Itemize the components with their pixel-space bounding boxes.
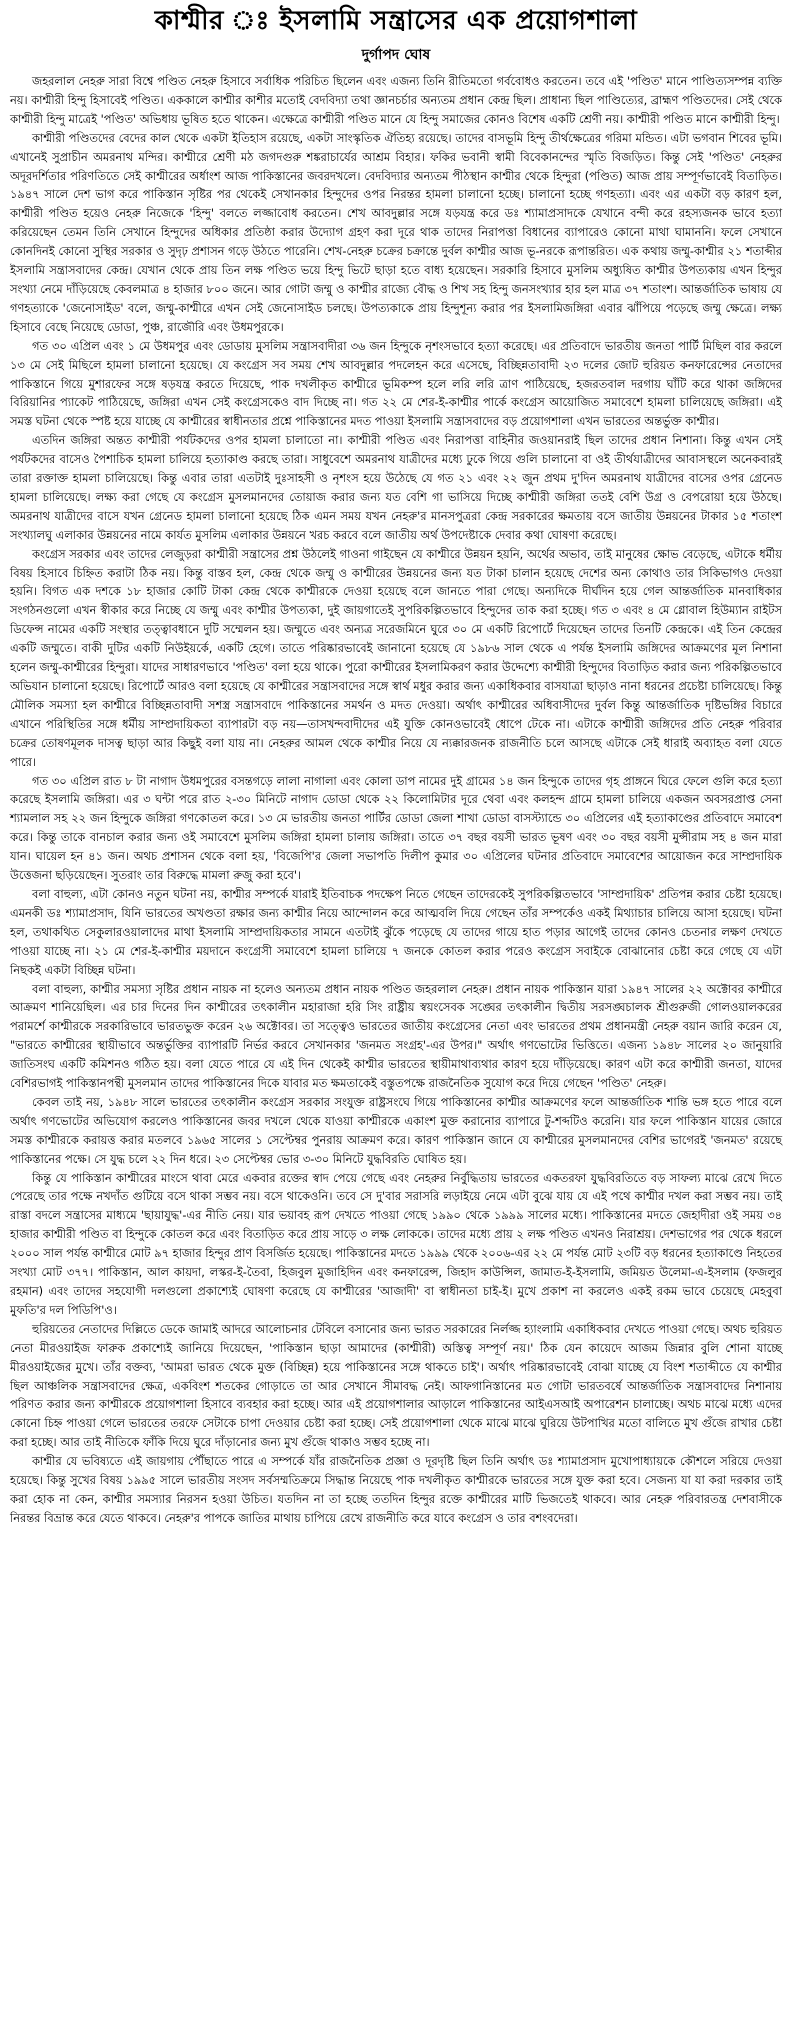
article-paragraph: কাশ্মীরী পণ্ডিতদের বেদের কাল থেকে একটা ইতিহাস রয়েছে, একটা সাংস্কৃতিক ঐতিহ্য রয়েছে। তাদের বাসভূমি হিন্দু তীর্থক্ষেত্রের গরিমা মন্ডিত। এটা ভগবান শিবের ভূমি। এখানেই সুপ্রাচীন অমরনাথ মন্দির। কাশ্মীরে শ্রেণী মঠ জগদগুরু শঙ্করাচার্যের আশ্রম বিহার। ফকির ভবানী স্বামী বিবেকানন্দের স্মৃতি বিজড়িত। কিন্তু সেই 'পণ্ডিত' নেহরুর অদূরদর্শিতার পরিণতিতে সেই কাশ্মীরের অর্ধাংশ আজ পাকিস্তানের জবরদখলে। বেদবিদ্যার অন্যতম পীঠস্থান কাশ্মীর থেকে হিন্দুরা (পণ্ডিত) আজ প্রায় সম্পূর্ণভাবেই বিতাড়িত। ১৯৪৭ সালে দেশ ভাগ করে পাকিস্তান সৃষ্টির পর থেকেই সেখানকার হিন্দুদের ওপর নিরন্তর হামলা চালানো হচ্ছে। চালানো হচ্ছে গণহত্যা। এবং এর একটা বড় কারণ হল, কাশ্মীরী পণ্ডিত হয়েও নেহরু নিজেকে 'হিন্দু' বলতে লজ্জাবোধ করতেন। শেখ আবদুল্লার সঙ্গে যড়যন্ত্র করে ডঃ শ্যামাপ্রসাদকে যেখানে বন্দী করে রহস্যজনক ভাবে হত্যা করিয়েছেন তেমন তিনি সেখানে হিন্দুদের অধিকার প্রতিষ্ঠা করার উদ্যোগ গ্রহণ করা দূরে থাক তাদের নিরাপত্তা বিধানের ব্যাপারেও কোনো মাথা ঘামাননি। ফলে সেখানে কোনদিনই কোনো সুস্থির সরকার ও সুদৃঢ় প্রশাসন গড়ে উঠতে পারেনি। শেখ-নেহরু চক্রের চক্রান্তে দুর্বল কাশ্মীর আজ ভূ-নরকে রূপান্তরিত। এক কথায় জম্মু-কাশ্মীর ২১ শতাব্দীর ইসলামি সন্ত্রাসবাদের কেন্দ্র। যেখান থেকে প্রায় তিন লক্ষ পণ্ডিত ভয়ে হিন্দু ভিটে ছাড়া হতে বাধ্য হয়েছেন। সরকারি হিসাবে মুসলিম অধ্যুষিত কাশ্মীর উপত্যকায় এখন হিন্দুর সংখ্যা নেমে দাঁড়িয়েছে কেবলমাত্র ৪ হাজার ৮০০ জনে। আর গোটা জম্মু ও কাশ্মীর রাজ্যে বৌদ্ধ ও শিখ সহ হিন্দু জনসংখ্যার হার হল মাত্র ৩৭ শতাংশ। আন্তর্জাতিক ভাষায় যে গণহত্যাকে 'জেনোসাইড' বলে, জম্মু-কাশ্মীরে এখন সেই জেনোসাইড চলছে। উপত্যকাকে প্রায় হিন্দুশূন্য করার পর ইসলামিজঙ্গিরা এবার ঝাঁপিয়ে পড়েছে জম্মু ক্ষেত্রে। লক্ষ্য হিসাবে বেছে নিয়েছে ডোডা, পুঞ্চ, রাজৌরি এবং উধমপুরকে। — [10, 130, 782, 334]
article-paragraph: কিন্তু যে পাকিস্তান কাশ্মীরের মাংসে থাবা মেরে একবার রক্তের স্বাদ পেয়ে গেছে এবং নেহরুর নির্বুদ্ধিতায় ভারতের একতরফা যুদ্ধবিরতিতে বড় সাফল্য মাঝে রেখে দিতে পেরেছে তার পক্ষে নখদাঁত গুটিয়ে বসে থাকা সম্ভব নয়। বসে থাকেওনি। তবে সে দু'বার সরাসরি লড়াইয়ে নেমে এটা বুঝে যায় যে এই পথে কাশ্মীর দখল করা সম্ভব নয়। তাই রাস্তা বদলে সন্ত্রাসের মাধ্যমে 'ছায়াযুদ্ধ'-এর নীতি নেয়। যার ভয়াবহ রূপ দেখতে পাওয়া গেছে ১৯৯০ থেকে ১৯৯৯ সালের মধ্যে। পাকিস্তানের মদতে জেহাদীরা ওই সময় ৩৪ হাজার কাশ্মীরী পণ্ডিত বা হিন্দুকে কোতল করে এবং বিতাড়িত করে প্রায় সাড়ে ৩ লক্ষ লোককে। তাদের মধ্যে প্রায় ২ লক্ষ পণ্ডিত এখনও নিরাশ্রয়। দেশভাগের পর থেকে ধরলে ২০০০ সাল পর্যন্ত কাশ্মীরে মোট ৯৭ হাজার হিন্দুর প্রাণ বিসর্জিত হয়েছে। পাকিস্তানের মদতে ১৯৯৯ থেকে ২০০৬-এর ২২ মে পর্যন্ত মোট ২৩টি বড় ধরনের হত্যাকাণ্ডে নিহতের সংখ্যা মোট ৩৭৭। পাকিস্তান, আল কায়দা, লস্কর-ই-তৈবা, হিজবুল মুজাহিদিন এবং কনফারেন্স, জিহাদ কাউন্সিল, জামাত-ই-ইসলামি, জমিয়ত উলেমা-এ-ইসলাম (ফজলুর রহমান) এবং তাদের সহযোগী দলগুলো প্রকাশ্যেই ঘোষণা করেছে যে কাশ্মীরের 'আজাদী' বা স্বাধীনতা চাই-ই। মুখে প্রকাশ না করলেও একই রকম ভাবে চেয়েছে মেহবুবা মুফতি'র দল পিডিপি'ও। — [10, 1170, 782, 1317]
article-paragraph: হুরিয়তের নেতাদের দিল্লিতে ডেকে জামাই আদরে আলোচনার টেবিলে বসানোর জন্য ভারত সরকারের নির্লজ্জ হ্যাংলামি একাধিকবার দেখতে পাওয়া গেছে। অথচ হুরিয়ত নেতা মীরওয়াইজ ফারুক প্রকাশ্যেই জানিয়ে দিয়েছেন, 'পাকিস্তান ছাড়া আমাদের (কাশ্মীরী) অস্তিত্ব সম্পূর্ণ নয়।' ঠিক যেন কায়েদে আজম জিন্নার বুলি শোনা যাচ্ছে মীরওয়াইজের মুখে। তাঁর বক্তব্য, 'আমরা ভারত থেকে মুক্ত (বিচ্ছিন্ন) হয়ে পাকিস্তানের সঙ্গে থাকতে চাই'। অর্থাৎ পরিষ্কারভাবেই বোঝা যাচ্ছে যে বিংশ শতাব্দীতে যে কাশ্মীর ছিল আঞ্চলিক সন্ত্রাসবাদের ক্ষেত্র, একবিংশ শতকের গোড়াতে তা আর সেখানে সীমাবদ্ধ নেই। আফগানিস্তানের মত গোটা ভারতবর্ষে আন্তর্জাতিক সন্ত্রাসবাদের নিশানায় পরিণত করার জন্য কাশ্মীরকে প্রয়োগশালা হিসাবে ব্যবহার করা হচ্ছে। আর এই প্রয়োগশালার আড়ালে পাকিস্তানের আইএসআই অপারেশন চালাচ্ছে। অথচ মাঝে মধ্যে এদের কোনো চিহ্ন পাওয়া গেলে ভারতের তরফে সেটাকে চাপা দেওয়ার চেষ্টা করা হচ্ছে। সেই প্রয়োগশালা থেকে মাঝে মাঝে ঘুরিয়ে উটপাখির মতো বালিতে মুখ গুঁজে রাখার চেষ্টা করা হচ্ছে। আর তাই নীতিকে ফাঁকি দিয়ে ঘুরে দাঁড়ানোর জন্য মুখ গুঁজে থাকাও সম্ভব হচ্ছে না। — [10, 1321, 782, 1450]
article-paragraph: গত ৩০ এপ্রিল রাত ৮ টা নাগাদ উধমপুরের বসন্তগড়ে লালা নাগালা এবং কোলা ডাপ নামের দুই গ্রামের ১৪ জন হিন্দুকে তাদের গৃহ প্রাঙ্গনে ঘিরে ফেলে গুলি করে হত্যা করেছে ইসলামি জঙ্গিরা। এর ৩ ঘন্টা পরে রাত ২-৩০ মিনিটে নাগাদ ডোডা থেকে ২২ কিলোমিটার দূরে থেবা এবং কলহন্দ গ্রামে হামলা চালিয়ে একজন অবসরপ্রাপ্ত সেনা শ্যামলাল সহ ২২ জন হিন্দুকে জঙ্গিরা গণকোতল করে। ১৩ মে ভারতীয় জনতা পার্টির ডোডা জেলা শাখা ডোডা বাসস্ট্যান্ডে ৩০ এপ্রিলের এই হত্যাকাণ্ডের প্রতিবাদে সমাবেশ করে। কিন্তু তাকে বানচাল করার জন্য ওই সমাবেশে মুসলিম জঙ্গিরা হামলা চালায় জঙ্গিরা। তাতে ৩৭ বছর বয়সী ভারত ভূষণ এবং ৩০ বছর বয়সী মুন্সীরাম সহ ৪ জন মারা যান। ঘায়েল হন ৪১ জন। অথচ প্রশাসন থেকে বলা হয়, 'বিজেপি'র জেলা সভাপতি দিলীপ কুমার ৩০ এপ্রিলের ঘটনার প্রতিবাদে সমাবেশের আয়োজন করে সাম্প্রদায়িক উত্তেজনা ছড়িয়েছেন। সুতরাং তার বিরুদ্ধে মামলা রুজু করা হবে'। — [10, 773, 782, 883]
article-paragraph: এতদিন জঙ্গিরা অন্তত কাশ্মীরী পর্যটকদের ওপর হামলা চালাতো না। কাশ্মীরী পণ্ডিত এবং নিরাপত্তা বাহিনীর জওয়ানরাই ছিল তাদের প্রধান নিশানা। কিন্তু এখন সেই পর্যটকদের বাসেও পৈশাচিক হামলা চালিয়ে হত্যাকাণ্ড করছে তারা। সাধুবেশে অমরনাথ যাত্রীদের মধ্যে ঢুকে গিয়ে গুলি চালানো বা ওই তীর্থযাত্রীদের আবাসস্থলে অনেকবারই তারা রক্তাক্ত হামলা চালিয়েছে। কিন্তু এবার তারা এতটাই দুঃসাহসী ও নৃশংস হয়ে উঠেছে যে গত ২১ এবং ২২ জুন প্রথম দু'দিন অমরনাথ যাত্রীদের বাসের ওপর গ্রেনেড হামলা চালিয়েছে। লক্ষ্য করা গেছে যে কংগ্রেস মুসলমানদের তোয়াজ করার জন্য যত বেশি গা ভাসিয়ে দিচ্ছে কাশ্মীরী জঙ্গিরা ততই বেশি উগ্র ও বেপরোয়া হয়ে উঠছে। অমরনাথ যাত্রীদের বাসে যখন গ্রেনেড হামলা চালানো হয়েছে ঠিক এমন সময় যখন নেহরু'র মানসপুত্ররা কেন্দ্র সরকারের ক্ষমতায় বসে জাতীয় উন্নয়নের টাকার ১৫ শতাংশ সংখ্যালঘু এলাকার উন্নয়নের নামে কার্যত মুসলিম এলাকার উন্নয়নে খরচ করবে বলে জাতীয় অর্থ উপদেষ্টাকে দেবার কথা ঘোষণা করেছে। — [10, 433, 782, 542]
article-paragraph: কংগ্রেস সরকার এবং তাদের লেজুড়রা কাশ্মীরী সন্ত্রাসের প্রশ্ন উঠলেই গাওনা গাইছেন যে কাশ্মীরে উন্নয়ন হয়নি, অর্থের অভাব, তাই মানুষের ক্ষোভ বেড়েছে, এটাকে ধর্মীয় বিষয় হিসাবে চিহ্নিত করাটা ঠিক নয়। কিন্তু বাস্তব হল, কেন্দ্র থেকে জম্মু ও কাশ্মীরের উন্নয়নের জন্য যত টাকা চালান হয়েছে দেশের অন্য কোথাও তার সিকিভাগও দেওয়া হয়নি। বিগত এক দশকে ১৮ হাজার কোটি টাকা কেন্দ্র থেকে কাশ্মীরকে দেওয়া হয়েছে বলে জানতে পারা গেছে। অন্যদিকে দীর্ঘদিন হয়ে গেল আন্তর্জাতিক মানবাধিকার সংগঠনগুলো এখন স্বীকার করে নিচ্ছে যে জম্মু এবং কাশ্মীর উপত্যকা, দুই জায়গাতেই সুপরিকল্পিতভাবে হিন্দুদের তাক করা হচ্ছে। গত ৩ এবং ৪ মে গ্লোবাল হিউম্যান রাইটস ডিফেন্স নামের একটি সংস্থার তত্ত্বাবধানে দুটি সম্মেলন হয়। জম্মুতে এবং অন্যত্র সরেজমিনে ঘুরে ৩০ মে একটি রিপোর্টে দিয়েছেন তাদের তিনটি কেন্দ্রকে। এই তিন কেন্দ্রের একটি জম্মুতে। বাকী দুটির একটি নিউইয়র্কে, একটি হেগে। তাতে পরিষ্কারভাবেই জানানো হয়েছে যে ১৯৮৬ সাল থেকে এ পর্যন্ত ইসলামি জঙ্গিদের আক্রমণের মূল নিশানা হলেন জম্মু-কাশ্মীরের হিন্দুরা। যাদের সাধারণভাবে 'পণ্ডিত' বলা হয়ে থাকে। পুরো কাশ্মীরের ইসলামিকরণ করার উদ্দেশ্যে কাশ্মীরী হিন্দুদের বিতাড়িত করার জন্য পরিকল্পিতভাবে অভিযান চালানো হয়েছে। রিপোর্টে আরও বলা হয়েছে যে কাশ্মীরের সন্ত্রাসবাদের সঙ্গে স্বার্থ মধুর করার জন্য একাধিকবার বাসযাত্রা ছাড়াও নানা ধরনের প্রচেষ্টা চালিয়েছে। কিন্তু মৌলিক সমস্যা হল কাশ্মীরে বিচ্ছিন্নতাবাদী সশস্ত্র সন্ত্রাসবাদে পাকিস্তানের সমর্থন ও মদত দেওয়া। অর্থাৎ কাশ্মীরের অধিবাসীদের দুর্বল কিন্তু আন্তর্জাতিক দৃষ্টিভঙ্গির বিচারে এখানে পরিস্থিতির সঙ্গে ধর্মীয় সাম্প্রদায়িকতা ব্যাপারটা বড় নয়—তাসখন্দবাদীদের এই যুক্তি কোনওভাবেই ধোপে টেকে না। এটাকে কাশ্মীরী জঙ্গিদের প্রতি নেহরু পরিবার চক্রের তোষণমূলক দাসত্ব ছাড়া আর কিছুই বলা যায় না। নেহরুর আমল থেকে কাশ্মীর নিয়ে যে ন্যক্কারজনক রাজনীতি চলে আসছে এটাকে সেই ধারাই অব্যাহত বলা যেতে পারে। — [10, 546, 783, 769]
article-paragraph: বলা বাহুল্য, কাশ্মীর সমস্যা সৃষ্টির প্রধান নায়ক না হলেও অন্যতম প্রধান নায়ক পণ্ডিত জহরলাল নেহরু। প্রধান নায়ক পাকিস্তান যারা ১৯৪৭ সালের ২২ অক্টোবর কাশ্মীরে আক্রমণ শানিয়েছিল। এর চার দিনের দিন কাশ্মীরের তৎকালীন মহারাজা হরি সিং রাষ্ট্রীয় স্বয়ংসেবক সঙ্ঘের তৎকালীন দ্বিতীয় সরসঙ্ঘচালক শ্রীগুরুজী গোলওয়ালকরের পরামর্শে কাশ্মীরকে সরকারিভাবে ভারতভুক্ত করেন ২৬ অক্টোবর। তা সত্ত্বেও ভারতের জাতীয় কংগ্রেসের নেতা এবং ভারতের প্রথম প্রধানমন্ত্রী নেহরু বয়ান জারি করেন যে, "ভারতে কাশ্মীরের স্থায়ীভাবে অন্তর্ভুক্তির ব্যাপারটি নির্ভর করবে সেখানকার 'জনমত সংগ্রহ'-এর উপর।" অর্থাৎ গণভোটের ভিত্তিতে। এজন্য ১৯৪৮ সালের ২০ জানুয়ারি জাতিসংঘ একটি কমিশনও গঠিত হয়। বলা যেতে পারে যে এই দিন থেকেই কাশ্মীর ভারতের স্থায়ীমাথাব্যথার কারণ হয়ে দাঁড়িয়েছে। কারণ এটা করে কাশ্মীরী জনতা, যাদের বেশিরভাগই পাকিস্তানপন্থী মুসলমান তাদের পাকিস্তানের দিকে যাবার মত ক্ষমতাকেই বস্তুতপক্ষে রাজনৈতিক সুযোগ করে দিয়ে গেছেন 'পণ্ডিত' নেহরু। — [10, 981, 782, 1091]
article-body — [10, 72, 782, 1528]
article-paragraph: কেবল তাই নয়, ১৯৪৮ সালে ভারতের তৎকালীন কংগ্রেস সরকার সংযুক্ত রাষ্ট্রসংঘে গিয়ে পাকিস্তানের কাশ্মীর আক্রমণের ফলে আন্তর্জাতিক শান্তি ভঙ্গ হতে পারে বলে অর্থাৎ গণভোটের অভিযোগ করলেও পাকিস্তানের জবর দখলে থেকে যাওয়া কাশ্মীরকে একাংশ মুক্ত করানোর ব্যাপারে টু-শব্দটিও করেনি। যার ফলে পাকিস্তান যায়ের জোরে সমস্ত কাশ্মীরকে করায়ত্ত করার মতলবে ১৯৬৫ সালের ১ সেপ্টেম্বর পুনরায় আক্রমণ করে। কারণ পাকিস্তান জানে যে কাশ্মীরের মুসলমানদের বেশির ভাগেরই 'জনমত' রয়েছে পাকিস্তানের পক্ষে। সে যুদ্ধ চলে ২২ দিন ধরে। ২৩ সেপ্টেম্বর ভোর ৩-৩০ মিনিটে যুদ্ধবিরতি ঘোষিত হয়। — [10, 1094, 782, 1166]
article-paragraph: কাশ্মীর যে ভবিষ্যতে এই জায়গায় পৌঁছাতে পারে এ সম্পর্কে যাঁর রাজনৈতিক প্রজ্ঞা ও দূরদৃষ্টি ছিল তিনি অর্থাৎ ডঃ শ্যামাপ্রসাদ মুখোপাধ্যায়কে কৌশলে সরিয়ে দেওয়া হয়েছে। কিন্তু সুখের বিষয় ১৯৯৫ সালে ভারতীয় সংসদ সর্বসম্মতিক্রমে সিদ্ধান্ত নিয়েছে পাক দখলীকৃত কাশ্মীরকে ভারতের সঙ্গে যুক্ত করা হবে। সেজন্য যা যা করা দরকার তাই করা হোক না কেন, কাশ্মীর সমস্যার নিরসন হওয়া উচিত। যতদিন না তা হচ্ছে ততদিন হিন্দুর রক্তে কাশ্মীরের মাটি ভিজতেই থাকবে। আর নেহরু পরিবারতন্ত্র দেশবাসীকে নিরন্তর বিভ্রান্ত করে যেতে থাকবে। নেহরু'র পাপকে জাতির মাথায় চাপিয়ে রেখে রাজনীতি করে যাবে কংগ্রেস ও তার বশংবদেরা। — [10, 1454, 782, 1525]
article-paragraph: জহরলাল নেহরু সারা বিশ্বে পণ্ডিত নেহরু হিসাবে সর্বাধিক পরিচিত ছিলেন এবং এজন্য তিনি রীতিমতো গর্ববোধও করতেন। তবে এই 'পণ্ডিত' মানে পাণ্ডিত্যসম্পন্ন ব্যক্তি নয়। কাশ্মীরী হিন্দু হিসাবেই পণ্ডিত। এককালে কাশ্মীর কাশীর মতোই বেদবিদ্যা তথা জ্ঞানচর্চার অন্যতম প্রধান কেন্দ্র ছিল। প্রাধান্য ছিল পাণ্ডিত্যের, ব্রাহ্মণ পণ্ডিতদের। সেই থেকে কাশ্মীরী হিন্দু মাত্রেই 'পণ্ডিত' অভিধায় ভূষিত হতে থাকেন। এক্ষেত্রে কাশ্মীরী পণ্ডিত মানে যে হিন্দু সমাজের কোনও বিশেষ একটি শ্রেণী নয়। কাশ্মীরী পণ্ডিত মানে কাশ্মীরী হিন্দু। — [10, 74, 782, 126]
article-title: কাশ্মীর ঃ ইসলামি সন্ত্রাসের এক প্রয়োগশালা — [154, 6, 638, 36]
article-paragraph: বলা বাহুল্য, এটা কোনও নতুন ঘটনা নয়, কাশ্মীর সম্পর্কে যারাই ইতিবাচক পদক্ষেপ নিতে গেছেন তাদেরকেই সুপরিকল্পিতভাবে 'সাম্প্রদায়িক' প্রতিপন্ন করার চেষ্টা হয়েছে। এমনকী ডঃ শ্যামাপ্রসাদ, যিনি ভারতের অখণ্ডতা রক্ষার জন্য কাশ্মীর নিয়ে আন্দোলন করে আত্মবলি দিয়ে গেছেন তাঁর সম্পর্কেও একই মিথ্যাচার চালিয়ে আসা হয়েছে। ঘটনা হল, তথাকথিত সেকুলারওয়ালাদের মাথা ইসলামি সাম্প্রদায়িকতার সামনে এতটাই ঝুঁকে পড়েছে যে তাদের গায়ে হাত পড়ার আগেই তাদের কোনও চেতনার লক্ষণ দেখতে পাওয়া যাচ্ছে না। ২১ মে শের-ই-কাশ্মীর ময়দানে কংগ্রেসী সমাবেশে হামলা চালিয়ে ৭ জনকে কোতল করার পরেও কংগ্রেস সবাইকে বোঝানোর চেষ্টা করে গেছে যে এটা নিছকই একটা বিচ্ছিন্ন ঘটনা। — [10, 886, 782, 977]
article-paragraph: গত ৩০ এপ্রিল এবং ১ মে উধমপুর এবং ডোডায় মুসলিম সন্ত্রাসবাদীরা ৩৬ জন হিন্দুকে নৃশংসভাবে হত্যা করেছে। এর প্রতিবাদে ভারতীয় জনতা পার্টি মিছিল বার করলে ১৩ মে সেই মিছিলে হামলা চালানো হয়েছে। যে কংগ্রেস সব সময় শেখ আবদুল্লার পদলেহন করে এসেছে, বিচ্ছিন্নতাবাদী ২৩ দলের জোট হুরিয়ত কনফারেন্সের নেতাদের পাকিস্তানে গিয়ে মুশারফের সঙ্গে ষড়যন্ত্র করতে দিয়েছে, পাক দখলীকৃত কাশ্মীরে ভূমিকম্প হলে লরি লরি ত্রাণ পাঠিয়েছে, হজরতবাল দরগায় ঘাঁটি করে থাকা জঙ্গিদের বিরিয়ানির প্যাকেট পাঠিয়েছে, জঙ্গিরা এখন সেই কংগ্রেসকেও বাদ দিচ্ছে না। গত ২২ মে শের-ই-কাশ্মীর পার্কে কংগ্রেস আয়োজিত সমাবেশে হামলা চালিয়েছে জঙ্গিরা। এই সমস্ত ঘটনা থেকে স্পষ্ট হয়ে যাচ্ছে যে কাশ্মীরের স্বাধীনতার প্রশ্নে পাকিস্তানের মদত পাওয়া ইসলামি সন্ত্রাসবাদের বড় প্রয়োগশালা এখন ভারতের অন্তর্ভুক্ত কাশ্মীর। — [10, 338, 783, 429]
article-author: দুর্গাপদ ঘোষ — [361, 47, 431, 63]
